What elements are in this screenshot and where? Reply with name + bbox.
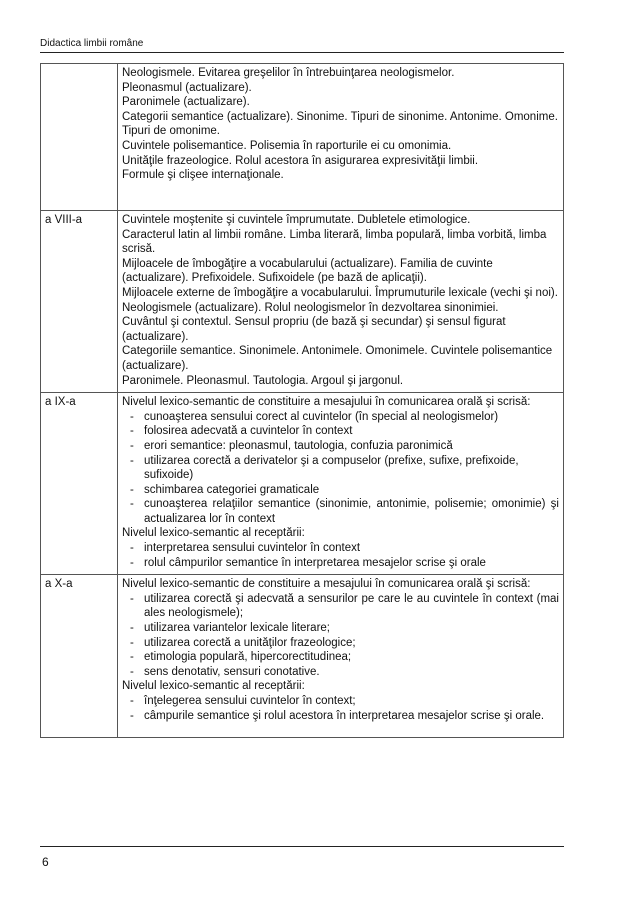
section-title: Nivelul lexico-semantic al receptării: xyxy=(122,680,305,693)
item-list xyxy=(122,694,559,723)
content-line: Unităţile frazeologice. Rolul acestora în asigurarea expresivităţii limbii. xyxy=(122,154,479,167)
list-item: - câmpurile semantice şi rolul acestora în interpretarea mesajelor scrise şi orale. xyxy=(122,709,559,724)
item-list xyxy=(122,410,559,527)
content-line: Cuvântul şi contextul. Sensul propriu (de bază şi secundar) şi sensul figurat (actualizare). xyxy=(122,316,506,343)
item-list xyxy=(122,541,559,570)
list-item: - cunoaşterea relaţiilor semantice (sinonimie, antonimie, polisemie; omonimie) şi actualizarea lor în context xyxy=(122,497,559,526)
content-line: Categoriile semantice. Sinonimele. Antonimele. Omonimele. Cuvintele polisemantice (actualizare). xyxy=(122,345,553,372)
table-row-grade-9 xyxy=(41,393,564,575)
list-item: - utilizarea corectă a unităţilor frazeologice; xyxy=(122,636,559,651)
page-number: 6 xyxy=(42,855,49,869)
content-cell xyxy=(118,211,564,393)
content-cell xyxy=(118,393,564,575)
grade-cell: a VIII-a xyxy=(41,211,118,393)
item-list xyxy=(122,592,559,680)
content-line: Pleonasmul (actualizare). xyxy=(122,81,252,94)
content-line: Cuvintele moştenite şi cuvintele împrumutate. Dubletele etimologice. xyxy=(122,214,471,226)
content-cell xyxy=(118,575,564,738)
list-item: - rolul câmpurilor semantice în interpretarea mesajelor scrise şi orale xyxy=(122,556,559,571)
list-item: - sens denotativ, sensuri conotative. xyxy=(122,665,559,680)
content-line: Neologismele (actualizare). Rolul neologismelor în dezvoltarea sinonimiei. xyxy=(122,301,499,314)
content-line: Neologismele. Evitarea greşelilor în întrebuinţarea neologismelor. xyxy=(122,67,455,79)
header-divider xyxy=(40,52,564,53)
list-item: - înţelegerea sensului cuvintelor în context; xyxy=(122,694,559,709)
section-title: Nivelul lexico-semantic al receptării: xyxy=(122,527,305,540)
table-row-grade-8 xyxy=(41,211,564,393)
grade-cell xyxy=(41,64,118,211)
table-row-grade-7-continued xyxy=(41,64,564,211)
content-line: Mijloacele externe de îmbogăţire a vocabularului. Împrumuturile lexicale (vechi şi noi). xyxy=(122,286,558,299)
content-line: Paronimele. Pleonasmul. Tautologia. Argoul şi jargonul. xyxy=(122,374,404,387)
content-line: Cuvintele polisemantice. Polisemia în raporturile ei cu omonimia. xyxy=(122,139,452,152)
page-header-title: Didactica limbii române xyxy=(40,38,144,49)
grade-cell: a X-a xyxy=(41,575,118,738)
content-line: Formule şi clişee internaţionale. xyxy=(122,169,284,182)
list-item: - schimbarea categoriei gramaticale xyxy=(122,483,559,498)
content-line: Paronimele (actualizare). xyxy=(122,96,250,109)
list-item: - utilizarea corectă şi adecvată a sensurilor pe care le au cuvintele în context (mai ales neologismele); xyxy=(122,592,559,621)
list-item: - folosirea adecvată a cuvintelor în context xyxy=(122,424,559,439)
content-line: Categorii semantice (actualizare). Sinonime. Tipuri de sinonime. Antonime. Omonime. Tipuri de omonime. xyxy=(122,110,558,138)
footer-divider xyxy=(40,846,564,847)
list-item: - etimologia populară, hipercorectitudinea; xyxy=(122,650,559,665)
list-item: - utilizarea variantelor lexicale literare; xyxy=(122,621,559,636)
list-item: - utilizarea corectă a derivatelor şi a compuselor (prefixe, sufixe, prefixoide, sufixoide) xyxy=(122,454,559,483)
content-line: Mijloacele de îmbogăţire a vocabularului (actualizare). Familia de cuvinte (actualizare). Prefixoidele. Sufixoidele (pe bază de aplicaţii). xyxy=(122,257,493,285)
table-row-grade-10 xyxy=(41,575,564,738)
curriculum-table xyxy=(40,63,564,738)
section-title: Nivelul lexico-semantic de constituire a mesajului în comunicarea orală şi scrisă: xyxy=(122,396,531,409)
section-title: Nivelul lexico-semantic de constituire a mesajului în comunicarea orală şi scrisă: xyxy=(122,578,531,591)
content-cell xyxy=(118,64,564,211)
content-line: Caracterul latin al limbii române. Limba literară, limba populară, limba vorbită, limba scrisă. xyxy=(122,228,547,256)
grade-cell: a IX-a xyxy=(41,393,118,575)
list-item: - erori semantice: pleonasmul, tautologia, confuzia paronimică xyxy=(122,439,559,454)
list-item: - cunoaşterea sensului corect al cuvintelor (în special al neologismelor) xyxy=(122,410,559,425)
list-item: - interpretarea sensului cuvintelor în context xyxy=(122,541,559,556)
